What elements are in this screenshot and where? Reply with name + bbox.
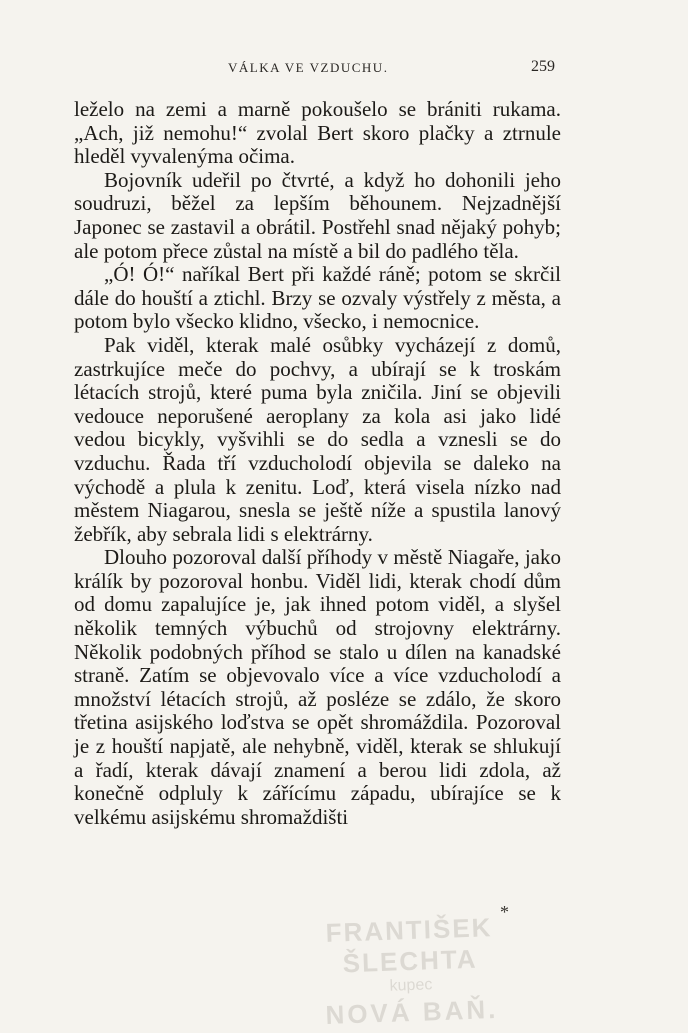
paragraph-3: „Ó! Ó!“ naříkal Bert při každé ráně; potom se skrčil dále do houští a ztichl. Brzy se ozvaly výstřely z města, a potom bylo všecko klidno, všecko, i nemocnice. — [74, 262, 561, 334]
stamp-line-name: FRANTIŠEK ŠLECHTA — [325, 912, 493, 979]
running-head — [80, 58, 555, 82]
running-title: VÁLKA VE VZDUCHU. — [228, 60, 389, 75]
paragraph-1: leželo na zemi a marně pokoušelo se brániti rukama. „Ach, již nemohu!“ zvolal Bert skoro plačky a ztrnule hleděl vyvalenýma očima. — [74, 97, 561, 169]
stamp-line-town: NOVÁ BAŇ. — [324, 993, 499, 1030]
paragraph-4: Pak viděl, kterak malé osůbky vycházejí z domů, zastrkujíce meče do pochvy, a ubírají se k troskám létacích strojů, které puma byla zničila. Jiní se objevili vedouce neporušené aeroplany za kola asi jako lidé vedou bicykly, vyšvihli se do sedla a vznesli se do vzduchu. Řada tří vzducholodí objevila se daleko na východě a plula k zenitu. Loď, která visela nízko nad městem Niagarou, snesla se ještě níže a spustila lanový žebřík, aby sebrala lidi s elektrárny. — [74, 332, 561, 546]
page-number: 259 — [531, 58, 555, 75]
paragraph-2: Bojovník udeřil po čtvrté, a když ho dohonili jeho soudruzi, běžel za lepším běhounem. Nejzadnější Japonec se zastavil a obrátil. Postřehl snad nějaký pohyb; ale potom přece zůstal na místě a bil do padlého těla. — [74, 167, 561, 263]
stamp-line-occupation: kupec — [389, 976, 433, 995]
signature-mark: * — [500, 902, 509, 922]
paragraph-5: Dlouho pozoroval další příhody v městě Niagaře, jako králík by pozoroval honbu. Viděl lidi, kterak chodí dům od domu zapalujíce je, jak ihned potom viděl, a slyšel několik temných výbuchů od strojovny elektrárny. Několik podobných příhod se stalo u dílen na kanadské straně. Zatím se objevovalo více a více vzducholodí a množství létacích strojů, až posléze se zdálo, že skoro třetina asijského loďstva se opět shromáždila. Pozoroval je z houští napjatě, ale nehybně, viděl, kterak se shlukují a řadí, kterak dávají znamení a berou lidi zdola, až konečně odpluly k zářícímu západu, ubírajíce se k velkému asijskému shromaždišti — [74, 545, 561, 829]
body-text — [74, 98, 561, 829]
owner-stamp — [254, 910, 567, 1030]
